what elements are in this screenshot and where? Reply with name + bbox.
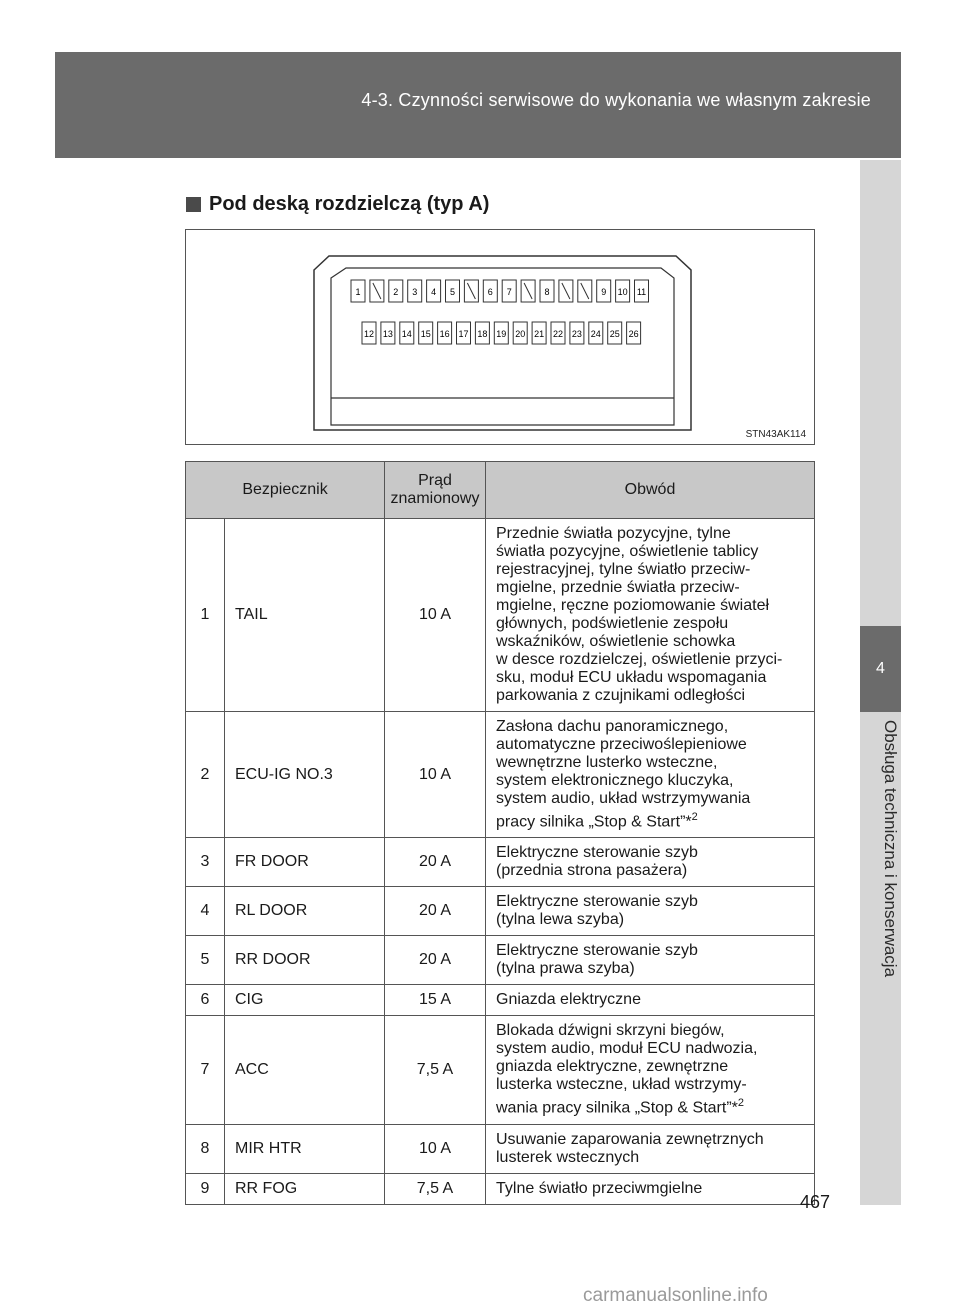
fuse-slot-label: 15 xyxy=(420,329,431,339)
circuit-line: wewnętrzne lusterko wsteczne, xyxy=(496,754,718,771)
fuse-name: CIG xyxy=(225,985,385,1016)
circuit-line: głównych, podświetlenie zespołu xyxy=(496,615,729,632)
circuit-line: automatyczne przeciwoślepieniowe xyxy=(496,736,747,753)
table-row xyxy=(186,936,815,985)
circuit-line: wania pracy silnika „Stop & Start”* xyxy=(496,1099,738,1117)
watermark[interactable]: carmanualsonline.info xyxy=(583,1285,768,1306)
fuse-name: ECU-IG NO.3 xyxy=(225,712,385,838)
fuse-slot-label: 6 xyxy=(487,287,493,297)
fuse-number: 4 xyxy=(186,887,225,936)
fuse-slot-label: 8 xyxy=(544,287,550,297)
circuit-line: Gniazda elektryczne xyxy=(496,991,641,1009)
fuse-box-diagram xyxy=(185,229,815,445)
table-row xyxy=(186,1124,815,1173)
chapter-tab[interactable] xyxy=(860,626,901,712)
circuit-line: lusterek wstecznych xyxy=(496,1148,640,1166)
header-rating: Prąd znamionowy xyxy=(385,462,486,519)
chapter-header xyxy=(55,52,901,158)
empty-slot-mark xyxy=(373,283,381,299)
table-row xyxy=(186,985,815,1016)
empty-slot-mark xyxy=(581,283,589,299)
fuse-rating: 10 A xyxy=(385,1124,486,1173)
fuse-number: 8 xyxy=(186,1124,225,1173)
circuit-line: Elektryczne sterowanie szyb xyxy=(496,942,698,960)
fuse-name: RR DOOR xyxy=(225,936,385,985)
fuse-slot-label: 13 xyxy=(382,329,393,339)
circuit-line: Tylne światło przeciwmgielne xyxy=(496,1179,703,1197)
fuse-number: 7 xyxy=(186,1016,225,1124)
fuse-slot-label: 12 xyxy=(363,329,375,339)
circuit-line: system audio, moduł ECU nadwozia, xyxy=(496,1040,758,1058)
fuse-slot-label: 16 xyxy=(439,329,450,339)
fuse-slot-label: 4 xyxy=(431,287,437,297)
fuse-slot-label: 10 xyxy=(617,287,628,297)
fuse-slot-label: 22 xyxy=(552,329,564,339)
fuse-circuit xyxy=(486,887,815,936)
circuit-line: mgielne, ręczne poziomowanie świateł xyxy=(496,597,770,614)
fuse-circuit xyxy=(486,838,815,887)
fuse-circuit xyxy=(486,1124,815,1173)
chapter-tab-label: Obsługa techniczna i konserwacja xyxy=(881,720,900,978)
circuit-line: (tylna prawa szyba) xyxy=(496,960,635,978)
circuit-line: Przednie światła pozycyjne, tylne xyxy=(496,525,731,542)
table-row xyxy=(186,1173,815,1204)
fuse-table xyxy=(185,461,815,1205)
fuse-slot-label: 3 xyxy=(412,287,418,297)
fuse-slot-label: 23 xyxy=(571,329,582,339)
fuse-slots xyxy=(351,280,649,344)
fuse-number: 9 xyxy=(186,1173,225,1204)
fuse-circuit xyxy=(486,519,815,712)
circuit-line: Usuwanie zaparowania zewnętrznych xyxy=(496,1130,764,1148)
circuit-line: w desce rozdzielczej, oświetlenie przyci- xyxy=(496,651,783,668)
circuit-line: (tylna lewa szyba) xyxy=(496,911,625,929)
footnote-marker: 2 xyxy=(691,811,698,823)
circuit-line: sku, moduł ECU układu wspomagania xyxy=(496,669,767,686)
table-row xyxy=(186,1016,815,1124)
fuse-slot-label: 5 xyxy=(449,287,456,297)
table-row xyxy=(186,887,815,936)
fuse-rating: 20 A xyxy=(385,936,486,985)
circuit-line: parkowania z czujnikami odległości xyxy=(496,687,746,704)
circuit-line: mgielne, przednie światła przeciw- xyxy=(496,579,740,596)
fuse-slot-label: 19 xyxy=(496,329,507,339)
circuit-line: gniazda elektryczne, zewnętrzne xyxy=(496,1058,729,1076)
fuse-rating: 20 A xyxy=(385,887,486,936)
fuse-name: TAIL xyxy=(225,519,385,712)
fuse-circuit xyxy=(486,712,815,838)
fuse-rating: 20 A xyxy=(385,838,486,887)
circuit-line: Elektryczne sterowanie szyb xyxy=(496,844,698,862)
empty-slot-mark xyxy=(524,283,532,299)
header-fuse: Bezpiecznik xyxy=(186,462,385,519)
fuse-slot-label: 9 xyxy=(601,287,607,297)
chapter-tab-number: 4 xyxy=(876,660,885,677)
fuse-rating: 10 A xyxy=(385,712,486,838)
fuse-box-drawing xyxy=(186,230,814,444)
table-header-row xyxy=(186,462,815,519)
circuit-line: Zasłona dachu panoramicznego, xyxy=(496,718,729,735)
section-title xyxy=(186,193,489,216)
circuit-line: rejestracyjnej, tylne światło przeciw- xyxy=(496,561,751,578)
fuse-circuit xyxy=(486,985,815,1016)
fuse-slot-label: 14 xyxy=(401,329,412,339)
circuit-line: system audio, układ wstrzymywania xyxy=(496,790,751,807)
fuse-slot-label: 1 xyxy=(355,287,361,297)
circuit-line: system elektronicznego kluczyka, xyxy=(496,772,734,789)
fuse-slot-label: 20 xyxy=(515,329,526,339)
fuse-circuit xyxy=(486,1173,815,1204)
circuit-line: Blokada dźwigni skrzyni biegów, xyxy=(496,1022,725,1040)
fuse-slot-label: 17 xyxy=(458,329,469,339)
table-row xyxy=(186,712,815,838)
fuse-number: 2 xyxy=(186,712,225,838)
fuse-slot-label: 18 xyxy=(477,329,488,339)
circuit-line: Elektryczne sterowanie szyb xyxy=(496,893,698,911)
fuse-rating: 15 A xyxy=(385,985,486,1016)
fuse-rating: 7,5 A xyxy=(385,1173,486,1204)
footnote-marker: 2 xyxy=(737,1097,744,1110)
fuse-name: MIR HTR xyxy=(225,1124,385,1173)
circuit-line: (przednia strona pasażera) xyxy=(496,862,688,880)
diagram-code: STN43AK114 xyxy=(745,429,806,440)
fuse-name: RR FOG xyxy=(225,1173,385,1204)
table-row xyxy=(186,838,815,887)
empty-slot-mark xyxy=(562,283,570,299)
empty-slot-mark xyxy=(467,283,475,299)
square-bullet-icon xyxy=(186,197,201,212)
fuse-slot-label: 25 xyxy=(609,329,620,339)
fuse-slot-label: 2 xyxy=(393,287,399,297)
fuse-name: RL DOOR xyxy=(225,887,385,936)
fuse-rating: 10 A xyxy=(385,519,486,712)
fuse-circuit xyxy=(486,1016,815,1124)
chapter-title: 4-3. Czynności serwisowe do wykonania we własnym zakresie xyxy=(361,90,871,110)
circuit-line: światła pozycyjne, oświetlenie tablicy xyxy=(496,543,759,560)
fuse-circuit xyxy=(486,936,815,985)
table-row xyxy=(186,519,815,712)
circuit-line: wskaźników, oświetlenie schowka xyxy=(496,633,736,650)
fuse-rating: 7,5 A xyxy=(385,1016,486,1124)
fuse-slot-label: 11 xyxy=(636,287,647,297)
fuse-name: FR DOOR xyxy=(225,838,385,887)
circuit-line: pracy silnika „Stop & Start”* xyxy=(496,813,692,831)
fuse-slot-label: 26 xyxy=(628,329,639,339)
fuse-name: ACC xyxy=(225,1016,385,1124)
fuse-number: 1 xyxy=(186,519,225,712)
fuse-slot-label: 7 xyxy=(506,287,512,297)
header-circuit: Obwód xyxy=(486,462,815,519)
fuse-number: 5 xyxy=(186,936,225,985)
fuse-slot-label: 21 xyxy=(534,329,545,339)
fuse-slot-label: 24 xyxy=(590,329,601,339)
circuit-line: lusterka wsteczne, układ wstrzymy- xyxy=(496,1076,747,1094)
fuse-number: 3 xyxy=(186,838,225,887)
section-title-text: Pod deską rozdzielczą (typ A) xyxy=(209,193,490,215)
fuse-number: 6 xyxy=(186,985,225,1016)
page-number: 467 xyxy=(800,1192,831,1212)
